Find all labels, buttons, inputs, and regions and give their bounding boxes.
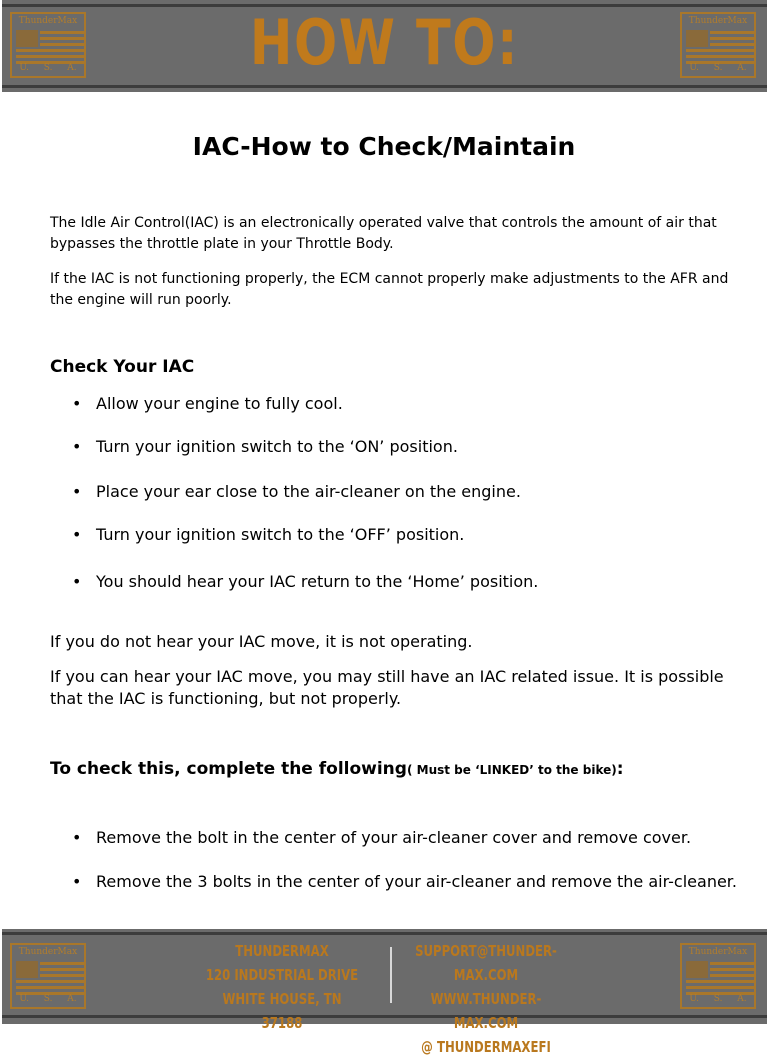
logo-letter-a: A. <box>737 63 747 73</box>
logo-letter-a: A. <box>737 994 747 1004</box>
bullet-icon: • <box>72 394 82 413</box>
thundermax-logo-footer-left <box>10 943 86 1009</box>
check-step-text: Place your ear close to the air-cleaner on the engine. <box>96 482 521 501</box>
check-step-text: Turn your ignition switch to the ‘OFF’ position. <box>96 525 465 544</box>
footer-contact <box>408 939 564 1059</box>
footer-band <box>2 929 767 1056</box>
followup-heading-text: To check this, complete the following <box>50 759 407 779</box>
footer-website-link[interactable]: WWW.THUNDER-MAX.COM <box>430 990 542 1032</box>
followup-colon: : <box>616 759 624 779</box>
bullet-icon: • <box>72 437 82 456</box>
footer-rule-bottom <box>2 1015 767 1018</box>
followup-heading <box>50 759 624 779</box>
logo-letter-s: S. <box>713 994 723 1004</box>
intro-paragraph-1: The Idle Air Control(IAC) is an electronically operated valve that controls the amount of air that bypasses the throttle plate in your Throttle Body. <box>50 215 717 252</box>
logo-letter-s: S. <box>713 63 723 73</box>
check-step <box>72 394 343 414</box>
check-heading: Check Your IAC <box>50 357 195 377</box>
result-text-1: If you do not hear your IAC move, it is not operating. <box>50 632 473 651</box>
check-step-text: Turn your ignition switch to the ‘ON’ position. <box>96 437 458 456</box>
logo-letter-s: S. <box>43 994 53 1004</box>
bullet-icon: • <box>72 828 82 847</box>
footer-email-link[interactable]: SUPPORT@THUNDER-MAX.COM <box>415 942 557 984</box>
bullet-icon: • <box>72 482 82 501</box>
footer-social-handle[interactable]: @ THUNDERMAXEFI <box>421 1038 551 1056</box>
result-text-2: If you can hear your IAC move, you may still have an IAC related issue. It is possible that the IAC is functioning, but not properly. <box>50 667 724 708</box>
logo-letter-s: S. <box>43 63 53 73</box>
flag-icon <box>686 961 754 995</box>
bullet-icon: • <box>72 572 82 591</box>
thundermax-logo-footer-right <box>680 943 756 1009</box>
footer-address <box>204 939 360 1035</box>
bullet-icon: • <box>72 525 82 544</box>
check-step-text: You should hear your IAC return to the ‘Home’ position. <box>96 572 539 591</box>
logo-letter-u: U. <box>689 994 699 1004</box>
logo-brand: ThunderMax <box>18 16 78 26</box>
check-step-text: Allow your engine to fully cool. <box>96 394 343 413</box>
thundermax-logo-right <box>680 12 756 78</box>
footer-city: WHITE HOUSE, TN 37188 <box>222 990 342 1032</box>
check-step <box>72 482 521 502</box>
document-title: IAC-How to Check/Maintain <box>192 132 576 161</box>
flag-icon <box>16 961 84 995</box>
followup-step-text: Remove the 3 bolts in the center of your air-cleaner and remove the air-cleaner. <box>96 872 737 891</box>
header-rule-bottom <box>2 85 767 88</box>
bullet-icon: • <box>72 872 82 891</box>
check-step <box>72 437 458 457</box>
logo-letter-a: A. <box>67 994 77 1004</box>
followup-step-text: Remove the bolt in the center of your air-cleaner cover and remove cover. <box>96 828 692 847</box>
logo-letter-u: U. <box>19 994 29 1004</box>
followup-step <box>72 872 737 892</box>
check-step <box>72 572 538 592</box>
logo-brand: ThunderMax <box>18 947 78 957</box>
logo-brand: ThunderMax <box>688 16 748 26</box>
footer-street: 120 INDUSTRIAL DRIVE <box>205 966 359 984</box>
logo-brand: ThunderMax <box>688 947 748 957</box>
footer-company: THUNDERMAX <box>235 942 329 960</box>
logo-letter-a: A. <box>67 63 77 73</box>
footer-rule-top <box>2 932 767 935</box>
logo-letter-u: U. <box>689 63 699 73</box>
check-step <box>72 525 464 545</box>
header-title: HOW TO: <box>249 6 520 79</box>
followup-note: ( Must be ‘LINKED’ to the bike) <box>406 763 617 777</box>
header-band <box>2 0 767 92</box>
followup-step <box>72 828 691 848</box>
logo-letter-u: U. <box>19 63 29 73</box>
intro-paragraph-2: If the IAC is not functioning properly, the ECM cannot properly make adjustments to the AFR and the engine will run poorly. <box>50 271 729 308</box>
footer-divider <box>390 947 392 1003</box>
flag-icon <box>686 30 754 64</box>
